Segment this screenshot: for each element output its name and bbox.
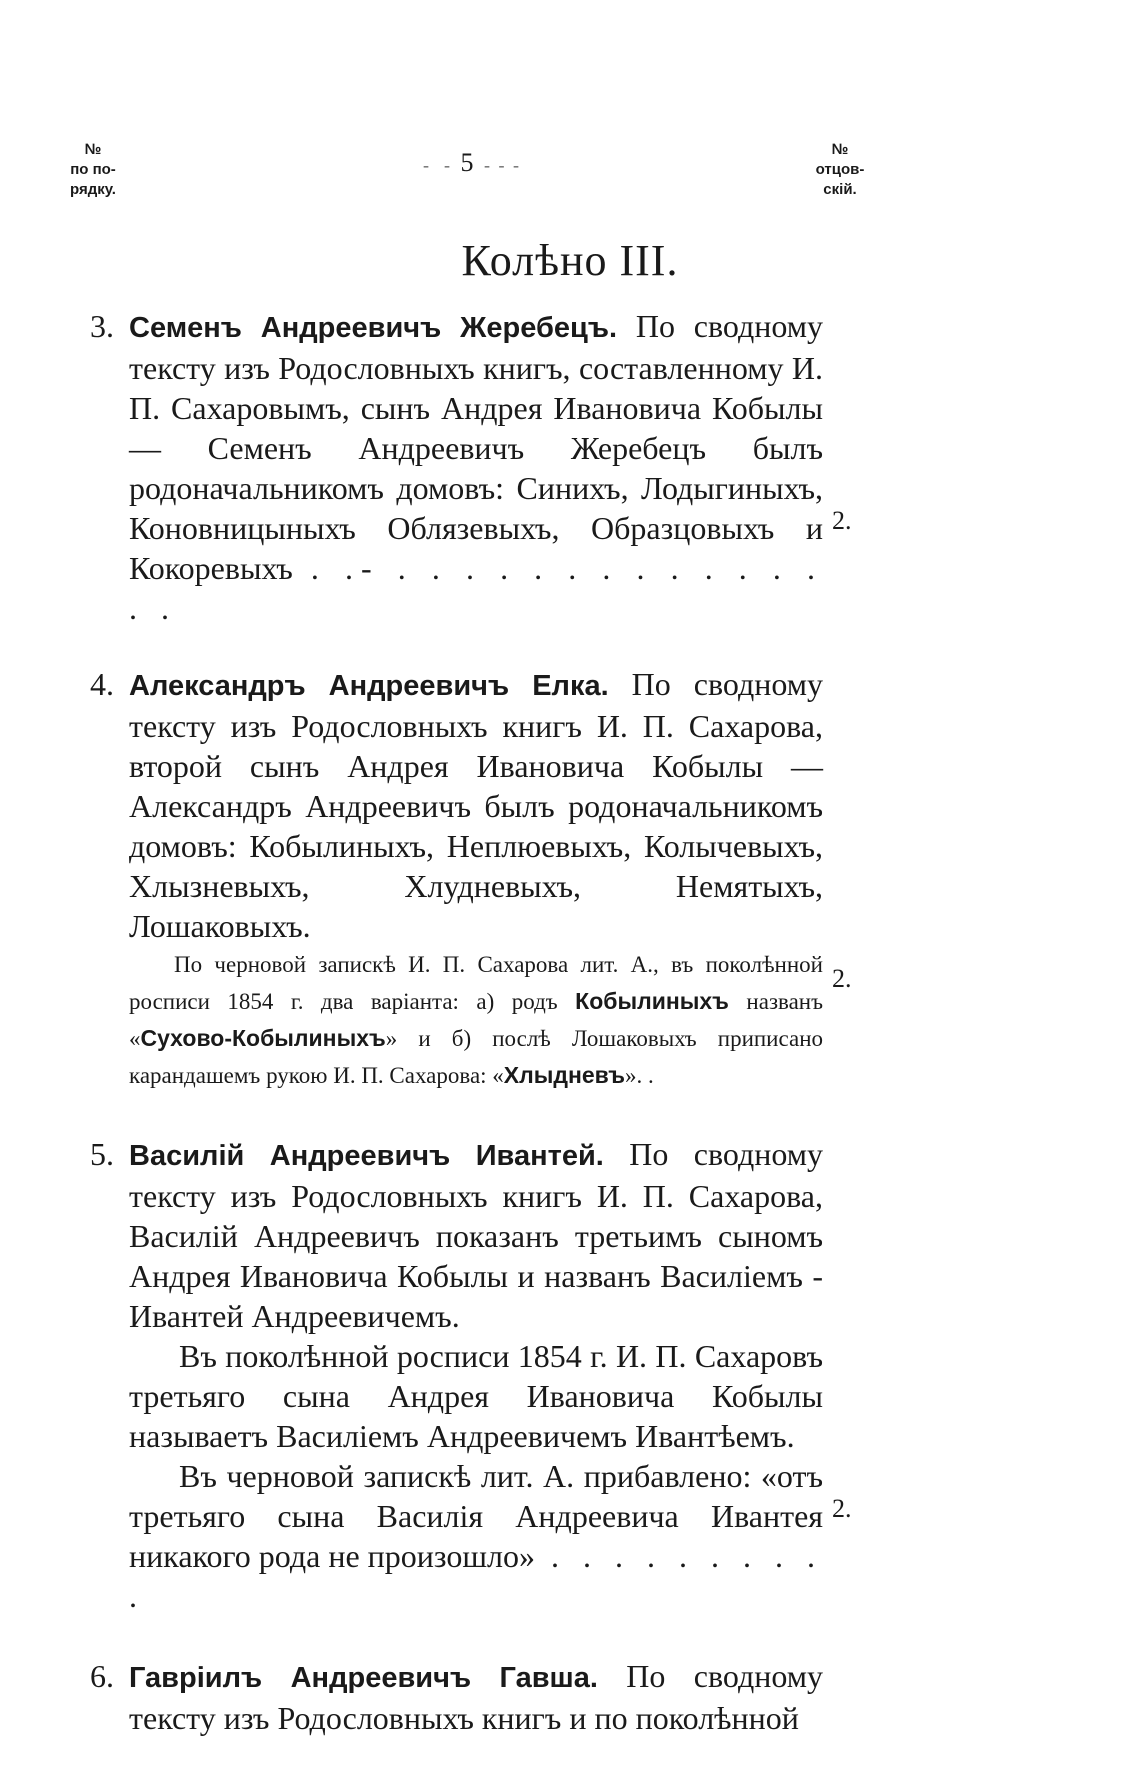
note-text-c: названъ « xyxy=(129,989,823,1051)
entry-5 xyxy=(0,1134,1140,1616)
entry-6 xyxy=(0,1656,1140,1738)
entry-text: По сводному тексту изъ Родословныхъ книгъ и по поколѣнной xyxy=(129,1658,823,1736)
entry-text: По сводному тексту изъ Родословныхъ книгъ И. П. Сахарова, Василій Андреевичъ показанъ третьимъ сыномъ Андрея Ивановича Кобылы и названъ Василіемъ - Ивантей Андреевичемъ. xyxy=(129,1136,823,1334)
paragraph-3 xyxy=(129,1456,823,1616)
header-left-line-1: № xyxy=(84,141,102,158)
entry-body xyxy=(129,1656,823,1738)
entry-4 xyxy=(0,664,1140,1094)
entry-text: По сводному тексту изъ Родословныхъ книгъ, составленному И. П. Сахаровымъ, сынъ Андрея Ивановича Кобылы — Семенъ Андреевичъ Жеребецъ былъ родоначальникомъ домовъ: Синихъ, Лодыгиныхъ, Коновницыныхъ Облязевыхъ, Образцовыхъ и Кокоревыхъ xyxy=(129,308,823,586)
entry-text: По сводному тексту изъ Родословныхъ книгъ И. П. Сахарова, второй сынъ Андрея Ивановича Кобылы — Александръ Андреевичъ былъ родоначальникомъ домовъ: Кобылиныхъ, Неплюевыхъ, Колычевыхъ, Хлызневыхъ, Хлудневыхъ, Немятыхъ, Лошаковыхъ. xyxy=(129,666,824,944)
paragraph-2: Въ поколѣнной росписи 1854 г. И. П. Сахаровъ третьяго сына Андрея Ивановича Кобылы называетъ Василіемъ Андреевичемъ Ивантѣемъ. xyxy=(129,1338,823,1454)
header-left-line-3: рядку. xyxy=(70,181,116,198)
header-right-line-2: отцов- xyxy=(815,161,865,178)
footnote xyxy=(129,946,823,1094)
note-text-d: » и б) послѣ Лошаковыхъ приписано карандашемъ рукою И. П. Сахарова: « xyxy=(129,1026,823,1088)
paternal-count: 2. xyxy=(832,1494,852,1523)
generation-heading: Колѣно III. xyxy=(461,236,679,285)
person-name: Василій Андреевичъ Ивантей. xyxy=(129,1140,604,1172)
entry-number: 5. xyxy=(90,1136,114,1172)
entry-list xyxy=(0,306,1140,1738)
paternal-count: 2. xyxy=(832,506,852,535)
dot-leader: . .- . . . . . . . . . . . . . . . xyxy=(129,550,823,626)
entry-body xyxy=(129,306,823,628)
note-bold-1: Кобылиныхъ xyxy=(575,988,729,1014)
dot-leader: . . . . . . . . . . xyxy=(129,1538,824,1614)
paragraph-3-text: Въ черновой запискѣ лит. А. прибавлено: «отъ третьяго сына Василія Андреевича Ивантея никакого рода не произошло» xyxy=(129,1458,823,1574)
entry-number: 4. xyxy=(90,666,114,702)
entry-3 xyxy=(0,306,1140,628)
person-name: Семенъ Андреевичъ Жеребецъ. xyxy=(129,312,618,344)
entry-number: 6. xyxy=(90,1658,114,1694)
header-right-line-1: № xyxy=(831,141,849,158)
note-bold-3: Хлыдневъ xyxy=(503,1062,626,1088)
column-header-order-number xyxy=(48,140,138,200)
page-number-value: 5 xyxy=(460,148,476,177)
note-bold-2: Сухово-Кобылиныхъ xyxy=(140,1025,386,1051)
header-left-line-2: по по- xyxy=(70,161,116,178)
person-name: Гавріилъ Андреевичъ Гавша. xyxy=(129,1662,598,1694)
entry-body xyxy=(129,1134,823,1616)
page-number: - - 5 - - - xyxy=(423,148,521,177)
entry-body xyxy=(129,664,823,1094)
entry-number: 3. xyxy=(90,308,114,344)
person-name: Александръ Андреевичъ Елка. xyxy=(129,670,609,702)
note-text-e: ». . xyxy=(625,1063,654,1088)
header-right-line-3: скій. xyxy=(823,181,857,198)
column-header-paternal-number xyxy=(795,140,885,200)
note-text-a: По черновой запискѣ И. П. Сахарова лит. А., въ поколѣнной росписи 1854 г. два варіанта: а) родъ xyxy=(129,952,823,1014)
paternal-count: 2. xyxy=(832,964,852,993)
